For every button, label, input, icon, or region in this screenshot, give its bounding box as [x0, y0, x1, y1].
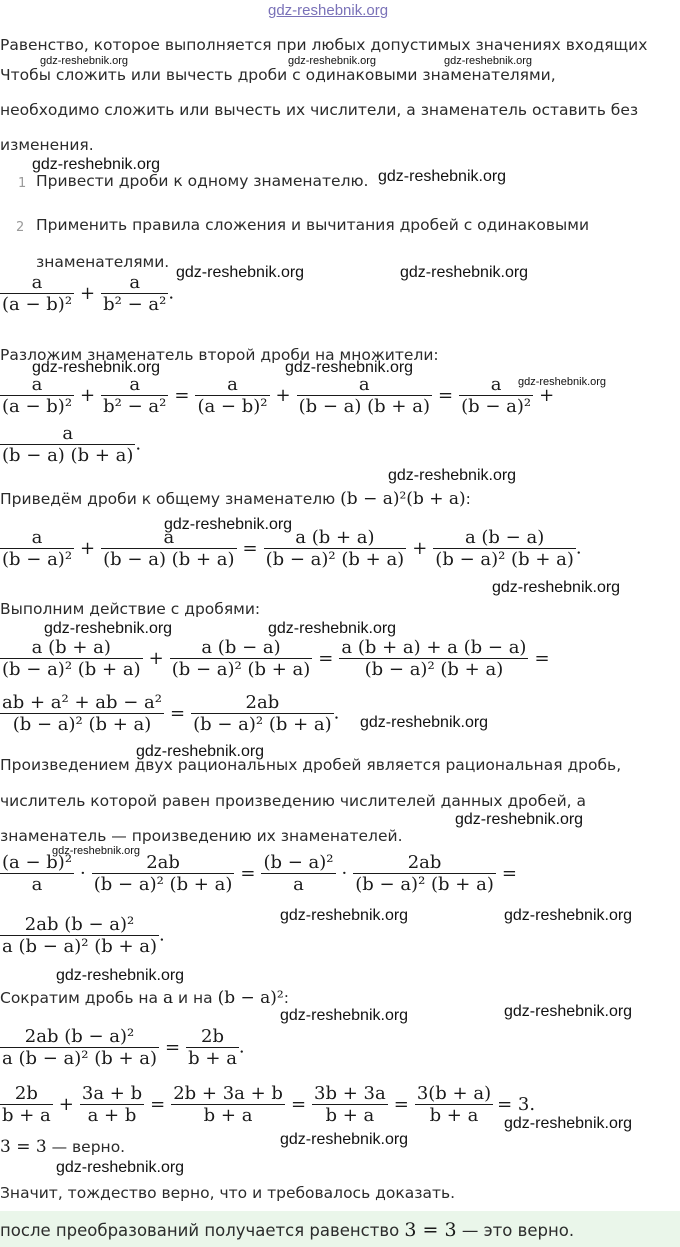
top-watermark-link[interactable]: gdz-reshebnik.org — [268, 2, 389, 19]
paragraph-perform: Выполним действие с дробями: — [0, 600, 261, 618]
watermark: gdz-reshebnik.org — [56, 967, 185, 984]
watermark: gdz-reshebnik.org — [400, 264, 529, 281]
expression-common-denominator: $\frac{a}{\text{(b − a)²}}$ + $\frac{a}{(b - a) (b + a)}$ = $\frac{a (b + a)}{\text{(b − a)² (b + a)}}$ + $\frac{a (b - a)}{\text{(b − a)² (b + a)}}$ . — [2, 527, 582, 570]
paragraph-identity-definition: Равенство, которое выполняется при любых допустимых значениях входящих — [0, 36, 648, 54]
watermark: gdz-reshebnik.org — [52, 845, 141, 857]
expression-factored: $\frac{a}{\text{(a − b)²}}$ + $\frac{a}{\text{b² − a²}}$ = $\frac{a}{\text{(a − b)²}}$ + $\frac{a}{(b - a) (b + a)}$ = $\frac{a}{\text{(b − a)²}}$ + — [2, 374, 555, 417]
watermark: gdz-reshebnik.org — [518, 376, 607, 388]
watermark: gdz-reshebnik.org — [378, 168, 507, 185]
paragraph-factor: Разложим знаменатель второй дроби на множители: — [0, 346, 439, 364]
step-number: 2 — [16, 220, 25, 235]
step-2-text-line2: знаменателями. — [36, 253, 170, 271]
watermark: gdz-reshebnik.org — [504, 1003, 633, 1020]
paragraph-rule-line2: необходимо сложить или вычесть их числители, а знаменатель оставить без — [0, 101, 639, 119]
expression-perform: $\frac{a (b + a)}{\text{(b − a)² (b + a)}}$ + $\frac{a (b - a)}{\text{(b − a)² (b + a)}}$ = $\frac{a (b + a) + a (b - a)}{\text{(b − a)² (b + a)}}$ = — [2, 637, 550, 680]
watermark: gdz-reshebnik.org — [40, 55, 129, 67]
watermark: gdz-reshebnik.org — [360, 714, 489, 731]
watermark: gdz-reshebnik.org — [280, 1007, 409, 1024]
watermark: gdz-reshebnik.org — [136, 743, 265, 760]
expression-reduced: $\frac{\text{2ab (b − a)²}}{\text{a (b − a)² (b + a)}}$ = $\frac{2b}{b + a}$ . — [2, 1026, 245, 1069]
watermark: gdz-reshebnik.org — [388, 467, 517, 484]
expression-perform-cont: $\frac{\text{ab + a² + ab − a²}}{\text{(b − a)² (b + a)}}$ = $\frac{2ab}{\text{(b − a)² (b + a)}}$ . — [2, 692, 340, 735]
paragraph-rule-line3: изменения. — [0, 136, 94, 154]
verdict-line: 3 = 3 — верно. — [0, 1137, 126, 1157]
watermark: gdz-reshebnik.org — [504, 1115, 633, 1132]
watermark: gdz-reshebnik.org — [492, 579, 621, 596]
expression-sum: $\frac{2b}{b + a}$ + $\frac{3a + b}{a + b}$ = $\frac{2b + 3a + b}{b + a}$ = $\frac{3b + 3a}{b + a}$ = $\frac{3(b + a)}{b + a}$ = 3. — [2, 1083, 536, 1126]
watermark: gdz-reshebnik.org — [444, 55, 533, 67]
expression-initial: $\frac{a}{\text{(a − b)²}}$ + $\frac{a}{\text{b² − a²}}$ . — [2, 272, 175, 315]
watermark: gdz-reshebnik.org — [455, 811, 584, 828]
watermark: gdz-reshebnik.org — [268, 620, 397, 637]
paragraph-common-denominator: Приведём дроби к общему знаменателю (b − a)²(b + a): — [0, 489, 471, 509]
paragraph-product-line3: знаменатель — произведению их знаменателей. — [0, 827, 403, 845]
watermark: gdz-reshebnik.org — [288, 55, 377, 67]
expression-product: $\frac{\text{(a − b)²}}{a}$ · $\frac{2ab}{\text{(b − a)² (b + a)}}$ = $\frac{\text{(b − a)²}}{a}$ · $\frac{2ab}{\text{(b − a)² (b + a)}}$ = — [2, 852, 517, 895]
watermark: gdz-reshebnik.org — [280, 907, 409, 924]
paragraph-product-line1: Произведением двух рациональных дробей является рациональная дробь, — [0, 756, 622, 774]
watermark: gdz-reshebnik.org — [32, 359, 161, 376]
watermark: gdz-reshebnik.org — [504, 907, 633, 924]
watermark: gdz-reshebnik.org — [285, 359, 414, 376]
watermark: gdz-reshebnik.org — [56, 1159, 185, 1176]
watermark: gdz-reshebnik.org — [32, 156, 161, 173]
expression-product-result: $\frac{\text{2ab (b − a)²}}{\text{a (b − a)² (b + a)}}$ . — [2, 914, 165, 957]
result-callout-text: после преобразований получается равенство 3 = 3 — это верно. — [0, 1219, 575, 1241]
paragraph-product-line2: числитель которой равен произведению числителей данных дробей, а — [0, 792, 587, 810]
watermark: gdz-reshebnik.org — [176, 264, 305, 281]
step-2-text-line1: Применить правила сложения и вычитания дробей с одинаковыми — [36, 216, 590, 234]
paragraph-rule-line1: Чтобы сложить или вычесть дроби с одинаковыми знаменателями, — [0, 66, 556, 84]
paragraph-conclusion: Значит, тождество верно, что и требовалось доказать. — [0, 1184, 456, 1202]
watermark: gdz-reshebnik.org — [164, 516, 293, 533]
paragraph-reduce: Сократим дробь на a и на (b − a)²: — [0, 988, 289, 1008]
step-1-text: Привести дроби к одному знаменателю. — [36, 172, 369, 190]
step-number: 1 — [18, 176, 27, 191]
expression-factored-cont: $\frac{a}{(b - a) (b + a)}$ . — [2, 423, 142, 466]
watermark: gdz-reshebnik.org — [44, 620, 173, 637]
watermark: gdz-reshebnik.org — [280, 1131, 409, 1148]
